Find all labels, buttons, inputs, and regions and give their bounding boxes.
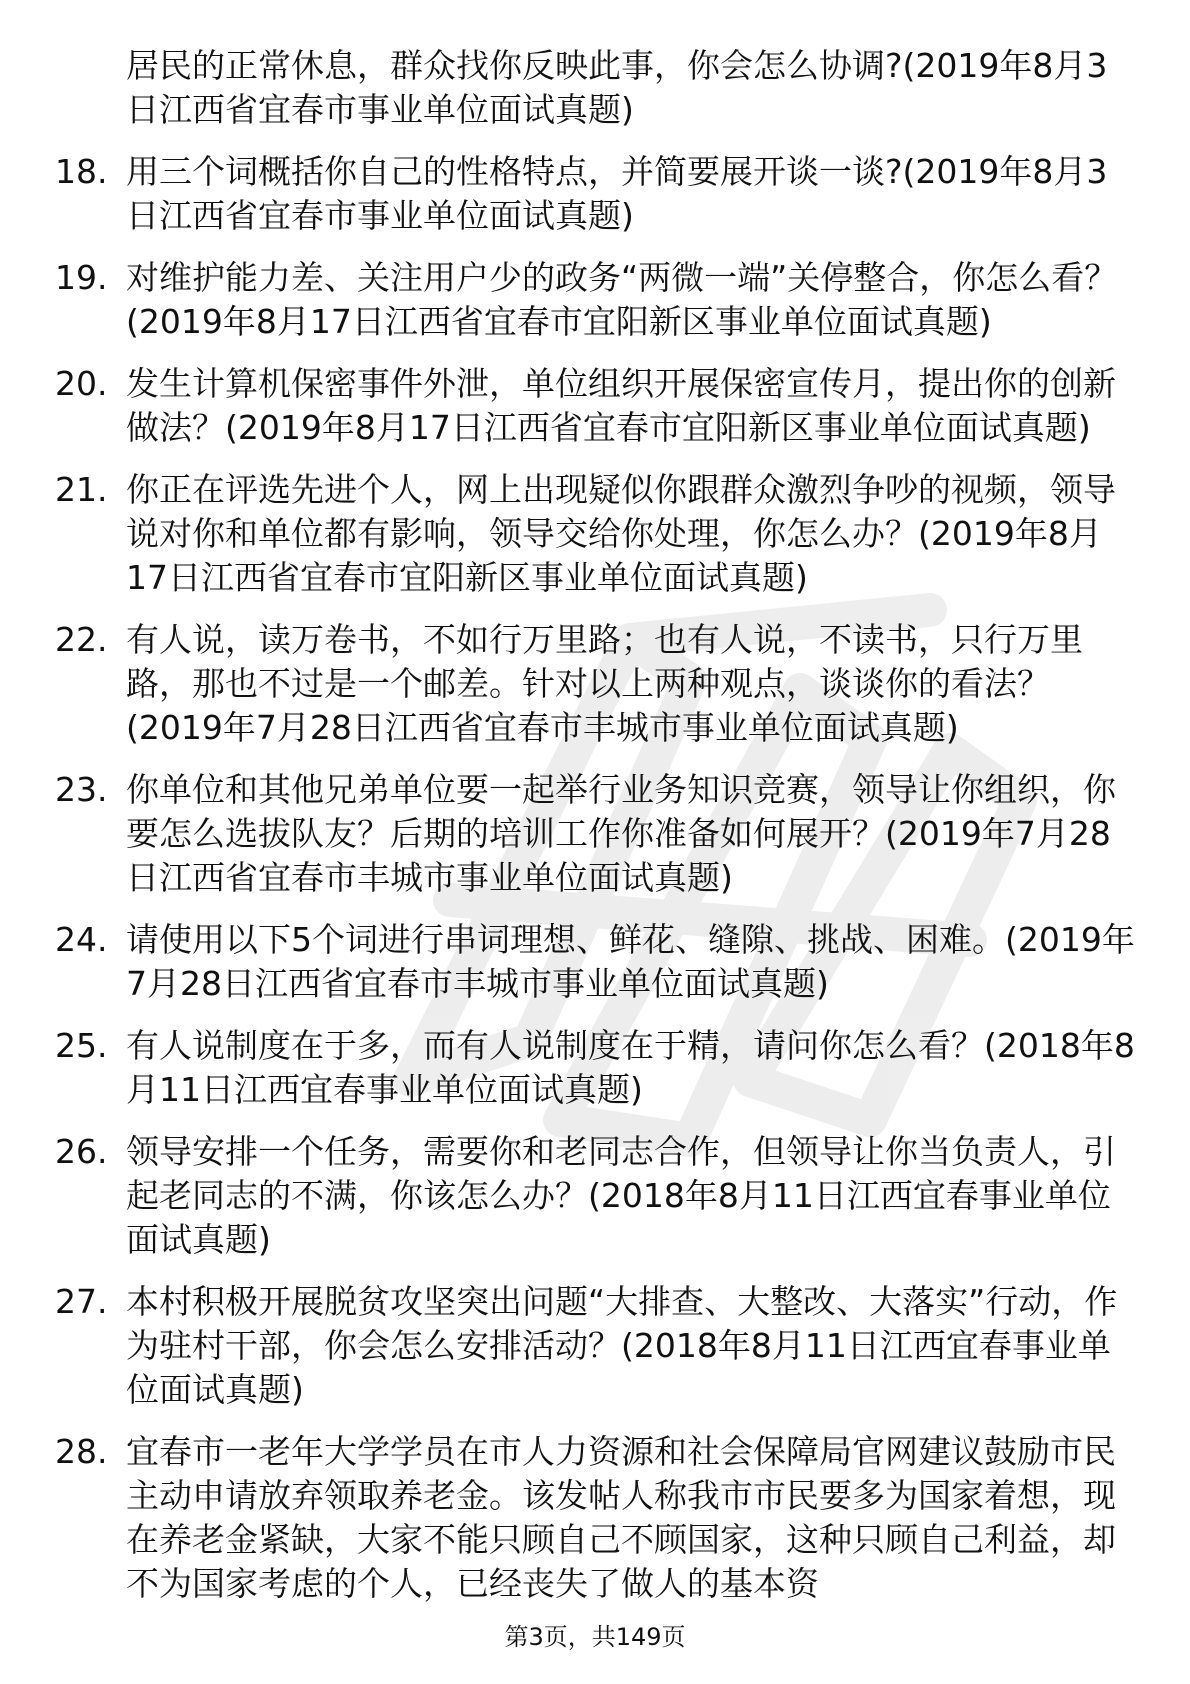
question-item-26 xyxy=(55,1130,1135,1262)
question-item-19 xyxy=(55,256,1135,344)
question-item-22 xyxy=(55,618,1135,750)
question-number: 25. xyxy=(55,1026,108,1065)
question-number: 21. xyxy=(55,470,108,509)
question-number: 28. xyxy=(55,1432,108,1471)
question-text: 你正在评选先进个人，网上出现疑似你跟群众激烈争吵的视频，领导说对你和单位都有影响，领导交给你处理，你怎么办？(2019年8月17日江西省宜春市宜阳新区事业单位面试真题) xyxy=(126,470,1116,597)
question-item-25 xyxy=(55,1024,1135,1112)
question-text: 有人说制度在于多，而有人说制度在于精，请问你怎么看？(2018年8月11日江西宜春事业单位面试真题) xyxy=(126,1026,1135,1109)
question-item-18 xyxy=(55,150,1135,238)
question-item-23 xyxy=(55,768,1135,900)
question-item-20 xyxy=(55,362,1135,450)
question-text: 对维护能力差、关注用户少的政务“两微一端”关停整合，你怎么看？(2019年8月17日江西省宜春市宜阳新区事业单位面试真题) xyxy=(126,258,1118,341)
question-item-28 xyxy=(55,1430,1135,1606)
question-number: 23. xyxy=(55,770,108,809)
question-number: 18. xyxy=(55,152,108,191)
question-text: 你单位和其他兄弟单位要一起举行业务知识竞赛，领导让你组织，你要怎么选拔队友？后期的培训工作你准备如何展开？(2019年7月28日江西省宜春市丰城市事业单位面试真题) xyxy=(126,770,1116,897)
question-text: 请使用以下5个词进行串词理想、鲜花、缝隙、挑战、困难。(2019年7月28日江西省宜春市丰城市事业单位面试真题) xyxy=(126,920,1135,1003)
question-number: 20. xyxy=(55,364,108,403)
question-number: 22. xyxy=(55,620,108,659)
question-text: 领导安排一个任务，需要你和老同志合作，但领导让你当负责人，引起老同志的不满，你该怎么办？(2018年8月11日江西宜春事业单位面试真题) xyxy=(126,1132,1116,1259)
question-text: 本村积极开展脱贫攻坚突出问题“大排查、大整改、大落实”行动，作为驻村干部，你会怎么安排活动？(2018年8月11日江西宜春事业单位面试真题) xyxy=(126,1282,1118,1409)
question-number: 24. xyxy=(55,920,108,959)
question-item-24 xyxy=(55,918,1135,1006)
question-text: 有人说，读万卷书，不如行万里路；也有人说，不读书，只行万里路，那也不过是一个邮差。针对以上两种观点，谈谈你的看法？(2019年7月28日江西省宜春市丰城市事业单位面试真题) xyxy=(126,620,1083,747)
question-text: 发生计算机保密事件外泄，单位组织开展保密宣传月，提出你的创新做法？(2019年8月17日江西省宜春市宜阳新区事业单位面试真题) xyxy=(126,364,1116,447)
question-text: 宜春市一老年大学学员在市人力资源和社会保障局官网建议鼓励市民主动申请放弃领取养老金。该发帖人称我市市民要多为国家着想，现在养老金紧缺，大家不能只顾自己不顾国家，这种只顾自己利益，却不为国家考虑的个人，已经丧失了做人的基本资 xyxy=(126,1432,1116,1603)
question-number: 19. xyxy=(55,258,108,297)
page-footer: 第3页，共149页 xyxy=(504,1623,686,1651)
question-number: 27. xyxy=(55,1282,108,1321)
question-item-21 xyxy=(55,468,1135,600)
question-text: 用三个词概括你自己的性格特点，并简要展开谈一谈?(2019年8月3日江西省宜春市事业单位面试真题) xyxy=(126,152,1108,235)
continued-question-text: 居民的正常休息，群众找你反映此事，你会怎么协调?(2019年8月3日江西省宜春市事业单位面试真题) xyxy=(126,46,1108,129)
question-item-27 xyxy=(55,1280,1135,1412)
question-number: 26. xyxy=(55,1132,108,1171)
question-list xyxy=(55,44,1135,1624)
